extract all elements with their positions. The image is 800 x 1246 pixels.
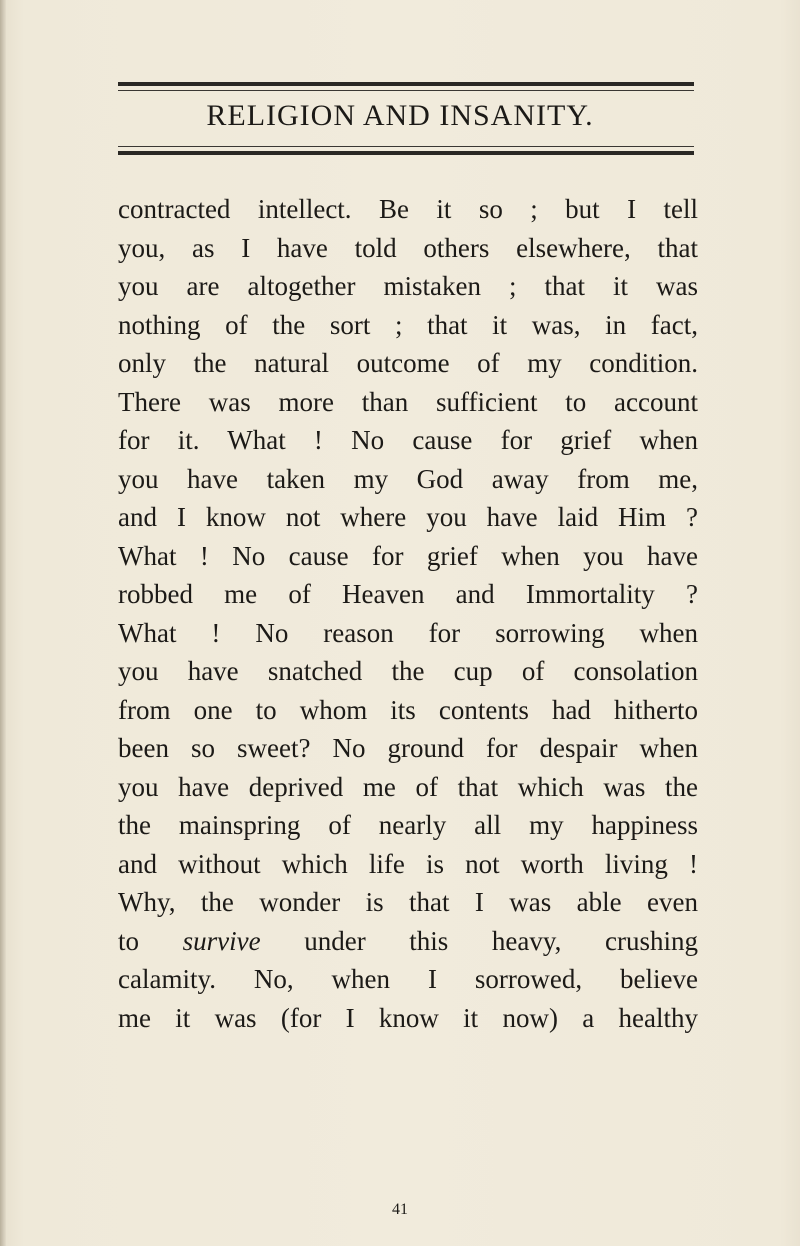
page-number: 41 <box>392 1201 408 1218</box>
text-line: you have deprived me of that which was the <box>118 771 698 802</box>
page-edge-shadow <box>0 0 6 1246</box>
text-line: you are altogether mistaken ; that it was <box>118 271 698 301</box>
header-rule-top-thin <box>118 90 694 91</box>
text-fragment: under this heavy, crushing <box>260 925 698 956</box>
text-line: robbed me of Heaven and Immortality ? <box>118 579 698 609</box>
text-line: the mainspring of nearly all my happiness <box>118 810 698 840</box>
text-line: nothing of the sort ; that it was, in fact, <box>118 309 698 340</box>
text-line: and without which life is not worth living ! <box>118 848 698 879</box>
text-line: you have taken my God away from me, <box>118 463 698 494</box>
header-rule-top-thick <box>118 82 694 86</box>
text-line: for it. What ! No cause for grief when <box>118 425 698 455</box>
text-fragment: to <box>118 925 183 956</box>
text-line: What ! No reason for sorrowing when <box>118 617 698 648</box>
body-paragraph <box>118 190 698 1037</box>
italic-word: survive <box>182 925 261 956</box>
text-line: What ! No cause for grief when you have <box>118 540 698 571</box>
text-line: Why, the wonder is that I was able even <box>118 887 698 917</box>
text-line: calamity. No, when I sorrowed, believe <box>118 964 698 994</box>
header-rule-bottom-thick <box>118 151 694 155</box>
text-line: you, as I have told others elsewhere, that <box>118 232 698 263</box>
text-line: me it was (for I know it now) a healthy <box>118 1002 698 1033</box>
text-line: been so sweet? No ground for despair when <box>118 733 698 763</box>
running-header-title: RELIGION AND INSANITY. <box>206 99 594 132</box>
header-rule-bottom-thin <box>118 146 694 147</box>
text-line: There was more than sufficient to account <box>118 386 698 417</box>
text-line: you have snatched the cup of consolation <box>118 656 698 686</box>
text-line: contracted intellect. Be it so ; but I tell <box>118 194 698 224</box>
text-line: from one to whom its contents had hitherto <box>118 694 698 725</box>
text-line: and I know not where you have laid Him ? <box>118 502 698 532</box>
text-line-with-italic <box>118 922 698 961</box>
text-line: only the natural outcome of my condition. <box>118 348 698 378</box>
